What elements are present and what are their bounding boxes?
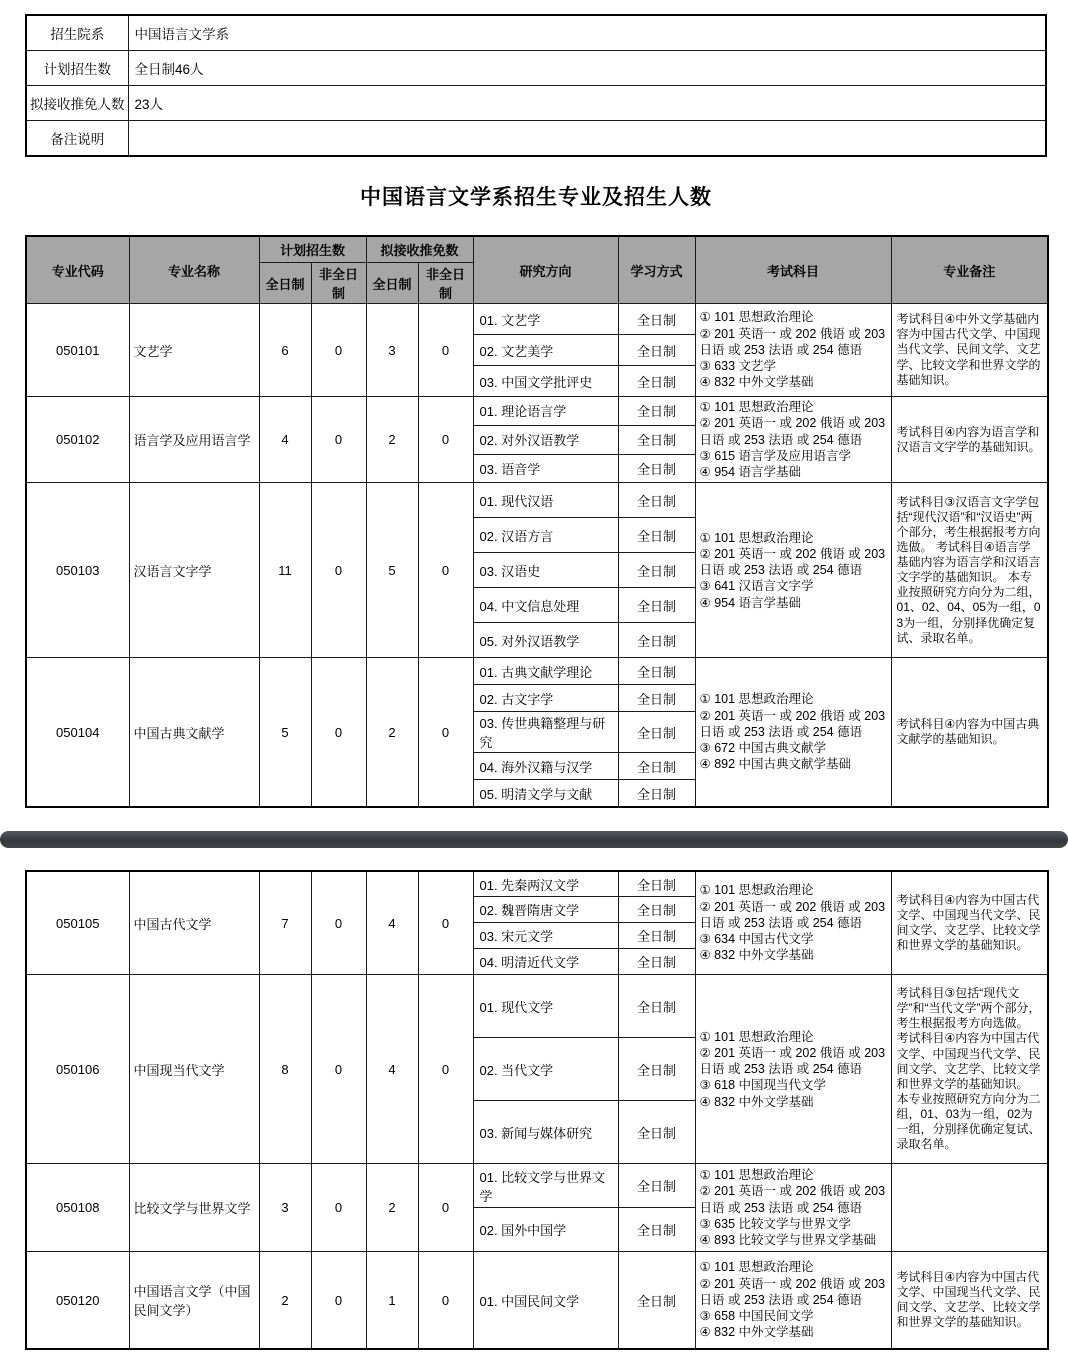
program-remark: 考试科目④内容为语言学和汉语言文字学的基础知识。 [891, 397, 1048, 483]
exam-subject-line: ② 201 英语一 或 202 俄语 或 203 日语 或 253 法语 或 254 德语 [699, 546, 886, 578]
plan-fulltime-count: 4 [259, 397, 311, 483]
program-row [26, 1252, 1048, 1349]
exam-subject-line: ① 101 思想政治理论 [699, 1029, 814, 1044]
program-name: 中国古典文献学 [129, 658, 259, 807]
research-direction: 04. 明清近代文学 [473, 949, 618, 975]
study-mode: 全日制 [618, 753, 695, 780]
info-value: 中国语言文学系 [128, 15, 1046, 51]
exam-subject-line: ① 101 思想政治理论 [699, 1260, 814, 1275]
exam-subjects-cell [695, 1252, 891, 1349]
exam-subject-line: ④ 832 中外文学基础 [699, 375, 814, 390]
research-direction: 02. 魏晋隋唐文学 [473, 897, 618, 923]
exam-subjects-cell [695, 975, 891, 1164]
program-code: 050102 [26, 397, 129, 483]
exam-subject-line: ④ 893 比较文学与世界文学基础 [699, 1233, 877, 1248]
study-mode: 全日制 [618, 588, 695, 623]
page-divider-bar [0, 831, 1068, 848]
research-direction: 03. 汉语史 [473, 553, 618, 588]
program-name: 中国现当代文学 [129, 975, 259, 1164]
plan-parttime-count: 0 [311, 871, 366, 975]
plan-fulltime-count: 5 [259, 658, 311, 807]
study-mode: 全日制 [618, 483, 695, 518]
research-direction: 02. 国外中国学 [473, 1208, 618, 1252]
plan-fulltime-count: 3 [259, 1164, 311, 1252]
tuimian-parttime-count: 0 [418, 1164, 473, 1252]
study-mode: 全日制 [618, 780, 695, 807]
program-code: 050105 [26, 871, 129, 975]
info-row [26, 15, 1046, 51]
study-mode: 全日制 [618, 518, 695, 553]
research-direction: 05. 对外汉语教学 [473, 623, 618, 658]
plan-fulltime-count: 7 [259, 871, 311, 975]
research-direction: 05. 明清文学与文献 [473, 780, 618, 807]
header-study-mode: 学习方式 [618, 236, 695, 304]
tuimian-fulltime-count: 5 [366, 483, 418, 658]
research-direction: 01. 现代汉语 [473, 483, 618, 518]
study-mode: 全日制 [618, 658, 695, 685]
program-row [26, 1164, 1048, 1208]
tuimian-fulltime-count: 1 [366, 1252, 418, 1349]
study-mode: 全日制 [618, 397, 695, 426]
study-mode: 全日制 [618, 553, 695, 588]
program-remark: 考试科目③汉语言文字学包括“现代汉语”和“汉语史”两个部分，考生根据报考方向选做。 考试科目④语言学基础内容为语言学和汉语言文字学的基础知识。 本专业按照研究方向分为二组，01、02、04、05为一组，03为一组，分别择优确定复试、录取名单。 [891, 483, 1048, 658]
tuimian-parttime-count: 0 [418, 975, 473, 1164]
program-code: 050101 [26, 304, 129, 397]
tuimian-fulltime-count: 4 [366, 975, 418, 1164]
plan-parttime-count: 0 [311, 397, 366, 483]
header-name: 专业名称 [129, 236, 259, 304]
exam-subject-line: ① 101 思想政治理论 [699, 310, 814, 325]
exam-subject-line: ③ 615 语言学及应用语言学 [699, 448, 852, 463]
research-direction: 02. 对外汉语教学 [473, 425, 618, 454]
research-direction: 02. 古文字学 [473, 685, 618, 712]
research-direction: 01. 古典文献学理论 [473, 658, 618, 685]
exam-subjects-cell [695, 1164, 891, 1252]
research-direction: 02. 文艺美学 [473, 335, 618, 366]
program-row [26, 975, 1048, 1038]
program-name: 中国古代文学 [129, 871, 259, 975]
exam-subjects-cell [695, 304, 891, 397]
research-direction: 01. 中国民间文学 [473, 1252, 618, 1349]
plan-parttime-count: 0 [311, 658, 366, 807]
header-plan: 计划招生数 [259, 236, 366, 263]
exam-subject-line: ② 201 英语一 或 202 俄语 或 203 日语 或 253 法语 或 254 德语 [699, 1045, 886, 1077]
exam-subject-line: ③ 672 中国古典文献学 [699, 741, 827, 756]
research-direction: 02. 汉语方言 [473, 518, 618, 553]
plan-fulltime-count: 8 [259, 975, 311, 1164]
research-direction: 03. 宋元文学 [473, 923, 618, 949]
research-direction: 01. 先秦两汉文学 [473, 871, 618, 897]
exam-subjects-cell [695, 658, 891, 807]
exam-subject-line: ③ 635 比较文学与世界文学 [699, 1216, 852, 1231]
exam-subject-line: ③ 658 中国民间文学 [699, 1309, 814, 1324]
study-mode: 全日制 [618, 1038, 695, 1101]
header-exam: 考试科目 [695, 236, 891, 304]
exam-subject-line: ② 201 英语一 或 202 俄语 或 203 日语 或 253 法语 或 254 德语 [699, 708, 886, 739]
tuimian-parttime-count: 0 [418, 871, 473, 975]
tuimian-parttime-count: 0 [418, 1252, 473, 1349]
exam-subject-line: ② 201 英语一 或 202 俄语 或 203 日语 或 253 法语 或 254 德语 [699, 326, 886, 357]
research-direction: 03. 中国文学批评史 [473, 366, 618, 397]
page-title: 中国语言文学系招生专业及招生人数 [360, 186, 712, 209]
program-remark [891, 1164, 1048, 1252]
plan-parttime-count: 0 [311, 975, 366, 1164]
info-row [26, 86, 1046, 121]
research-direction: 04. 中文信息处理 [473, 588, 618, 623]
header-fulltime: 全日制 [366, 263, 418, 304]
plan-parttime-count: 0 [311, 304, 366, 397]
research-direction: 03. 传世典籍整理与研究 [473, 712, 618, 753]
plan-fulltime-count: 2 [259, 1252, 311, 1349]
exam-subjects-cell [695, 397, 891, 483]
program-remark: 考试科目④内容为中国古代文学、中国现当代文学、民间文学、文艺学、比较文学和世界文学的基础知识。 [891, 1252, 1048, 1349]
study-mode: 全日制 [618, 425, 695, 454]
study-mode: 全日制 [618, 1208, 695, 1252]
program-row [26, 658, 1048, 685]
exam-subject-line: ④ 954 语言学基础 [699, 465, 802, 479]
exam-subject-line: ④ 832 中外文学基础 [699, 1094, 814, 1109]
plan-parttime-count: 0 [311, 483, 366, 658]
exam-subject-line: ③ 618 中国现当代文学 [699, 1078, 827, 1093]
study-mode: 全日制 [618, 304, 695, 335]
exam-subject-line: ④ 832 中外文学基础 [699, 1325, 814, 1340]
program-name: 语言学及应用语言学 [129, 397, 259, 483]
study-mode: 全日制 [618, 975, 695, 1038]
header-fulltime: 全日制 [259, 263, 311, 304]
research-direction: 01. 比较文学与世界文学 [473, 1164, 618, 1208]
exam-subject-line: ① 101 思想政治理论 [699, 400, 814, 414]
study-mode: 全日制 [618, 623, 695, 658]
program-name: 中国语言文学（中国民间文学） [129, 1252, 259, 1349]
study-mode: 全日制 [618, 685, 695, 712]
research-direction: 01. 文艺学 [473, 304, 618, 335]
research-direction: 03. 新闻与媒体研究 [473, 1101, 618, 1164]
exam-subject-line: ④ 954 语言学基础 [699, 595, 802, 610]
plan-fulltime-count: 11 [259, 483, 311, 658]
research-direction: 02. 当代文学 [473, 1038, 618, 1101]
header-remark: 专业备注 [891, 236, 1048, 304]
program-code: 050106 [26, 975, 129, 1164]
study-mode: 全日制 [618, 712, 695, 753]
exam-subject-line: ② 201 英语一 或 202 俄语 或 203 日语 或 253 法语 或 254 德语 [699, 1184, 886, 1215]
study-mode: 全日制 [618, 871, 695, 897]
research-direction: 01. 现代文学 [473, 975, 618, 1038]
research-direction: 01. 理论语言学 [473, 397, 618, 426]
program-code: 050104 [26, 658, 129, 807]
study-mode: 全日制 [618, 366, 695, 397]
tuimian-parttime-count: 0 [418, 483, 473, 658]
header-parttime: 非全日制 [311, 263, 366, 304]
tuimian-fulltime-count: 2 [366, 397, 418, 483]
info-row [26, 51, 1046, 86]
plan-parttime-count: 0 [311, 1252, 366, 1349]
program-code: 050103 [26, 483, 129, 658]
program-row [26, 871, 1048, 897]
exam-subject-line: ① 101 思想政治理论 [699, 692, 814, 707]
header-parttime: 非全日制 [418, 263, 473, 304]
study-mode: 全日制 [618, 335, 695, 366]
header-tuimian: 拟接收推免数 [366, 236, 473, 263]
admissions-table-page1 [25, 235, 1049, 808]
program-remark: 考试科目④中外文学基础内容为中国古代文学、中国现当代文学、民间文学、文艺学、比较文学和世界文学的基础知识。 [891, 304, 1048, 397]
tuimian-parttime-count: 0 [418, 304, 473, 397]
research-direction: 04. 海外汉籍与汉学 [473, 753, 618, 780]
info-label: 计划招生数 [26, 51, 128, 86]
study-mode: 全日制 [618, 923, 695, 949]
study-mode: 全日制 [618, 1164, 695, 1208]
exam-subject-line: ① 101 思想政治理论 [699, 1168, 814, 1183]
header-direction: 研究方向 [473, 236, 618, 304]
program-remark: 考试科目④内容为中国古代文学、中国现当代文学、民间文学、文艺学、比较文学和世界文学的基础知识。 [891, 871, 1048, 975]
program-row [26, 304, 1048, 335]
program-remark: 考试科目③包括“现代文学”和“当代文学”两个部分，考生根据报考方向选做。 考试科目④内容为中国古代文学、中国现当代文学、民间文学、文艺学、比较文学和世界文学的基础知识。 本专业按照研究方向分为二组，01、03为一组，02为一组，分别择优确定复试、录取名单。 [891, 975, 1048, 1164]
program-code: 050120 [26, 1252, 129, 1349]
exam-subject-line: ③ 634 中国古代文学 [699, 932, 814, 947]
exam-subjects-cell [695, 483, 891, 658]
program-name: 文艺学 [129, 304, 259, 397]
exam-subject-line: ② 201 英语一 或 202 俄语 或 203 日语 或 253 法语 或 254 德语 [699, 899, 886, 930]
info-label: 备注说明 [26, 121, 128, 157]
exam-subject-line: ① 101 思想政治理论 [699, 530, 814, 545]
exam-subjects-cell [695, 871, 891, 975]
program-name: 比较文学与世界文学 [129, 1164, 259, 1252]
exam-subject-line: ① 101 思想政治理论 [699, 883, 814, 898]
info-row [26, 121, 1046, 157]
header-code: 专业代码 [26, 236, 129, 304]
study-mode: 全日制 [618, 454, 695, 483]
exam-subject-line: ④ 892 中国古典文献学基础 [699, 757, 852, 772]
info-value: 23人 [128, 86, 1046, 121]
table-header [26, 236, 1048, 304]
study-mode: 全日制 [618, 1101, 695, 1164]
department-info-table [25, 14, 1047, 157]
info-label: 拟接收推免人数 [26, 86, 128, 121]
exam-subject-line: ③ 633 文艺学 [699, 359, 777, 374]
exam-subject-line: ② 201 英语一 或 202 俄语 或 203 日语 或 253 法语 或 254 德语 [699, 416, 886, 447]
research-direction: 03. 语音学 [473, 454, 618, 483]
tuimian-fulltime-count: 4 [366, 871, 418, 975]
tuimian-parttime-count: 0 [418, 397, 473, 483]
plan-parttime-count: 0 [311, 1164, 366, 1252]
study-mode: 全日制 [618, 897, 695, 923]
tuimian-fulltime-count: 2 [366, 658, 418, 807]
program-row [26, 483, 1048, 518]
study-mode: 全日制 [618, 1252, 695, 1349]
exam-subject-line: ② 201 英语一 或 202 俄语 或 203 日语 或 253 法语 或 254 德语 [699, 1276, 886, 1307]
exam-subject-line: ③ 641 汉语言文字学 [699, 579, 814, 594]
tuimian-parttime-count: 0 [418, 658, 473, 807]
tuimian-fulltime-count: 3 [366, 304, 418, 397]
info-value: 全日制46人 [128, 51, 1046, 86]
plan-fulltime-count: 6 [259, 304, 311, 397]
exam-subject-line: ④ 832 中外文学基础 [699, 948, 814, 963]
admissions-table-page2 [25, 870, 1049, 1350]
program-row [26, 397, 1048, 426]
study-mode: 全日制 [618, 949, 695, 975]
info-value [128, 121, 1046, 157]
tuimian-fulltime-count: 2 [366, 1164, 418, 1252]
program-name: 汉语言文字学 [129, 483, 259, 658]
program-code: 050108 [26, 1164, 129, 1252]
info-label: 招生院系 [26, 15, 128, 51]
program-remark: 考试科目④内容为中国古典文献学的基础知识。 [891, 658, 1048, 807]
